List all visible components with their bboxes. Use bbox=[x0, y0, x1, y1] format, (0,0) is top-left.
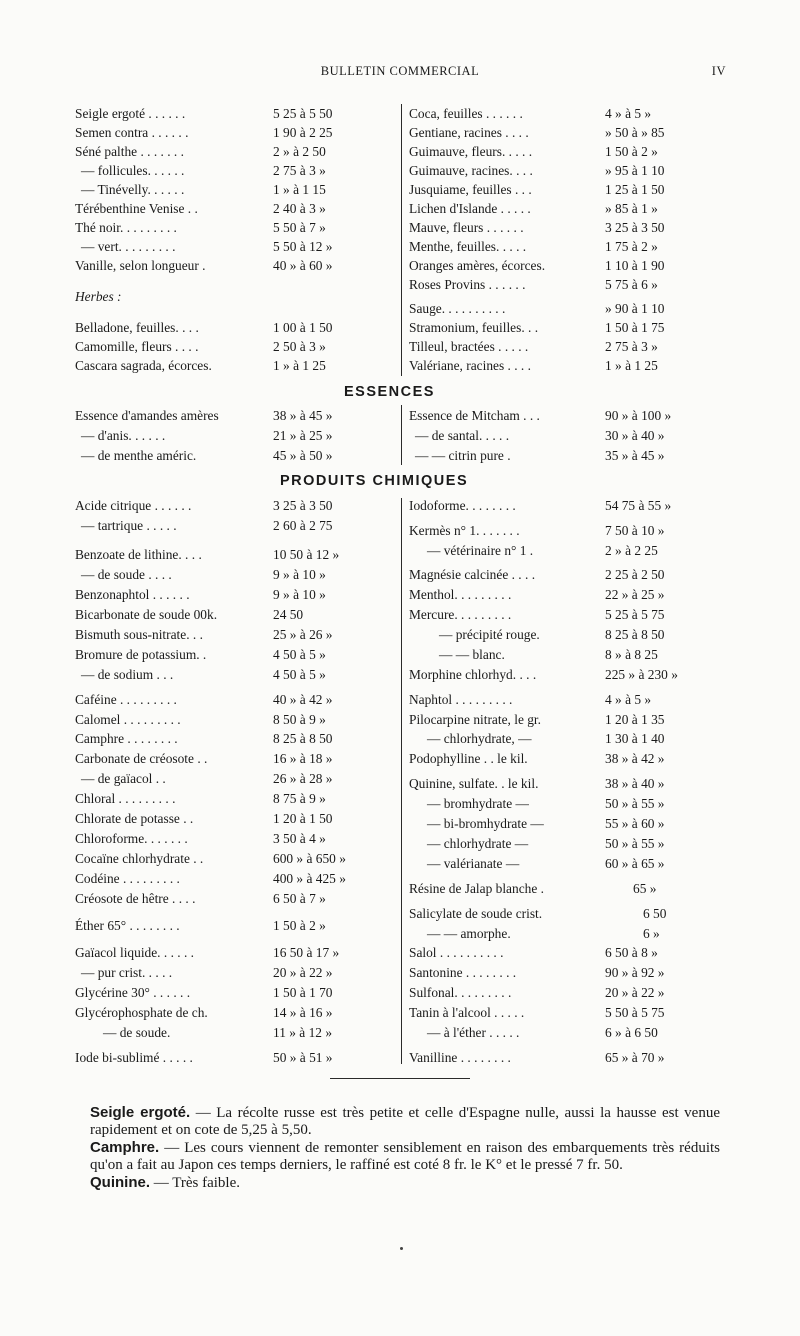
item-price: 225 » à 230 » bbox=[605, 667, 678, 682]
item-price: 10 50 à 12 » bbox=[273, 547, 340, 562]
item-price: 50 » à 55 » bbox=[605, 796, 665, 811]
item-price: » 50 à » 85 bbox=[605, 125, 665, 140]
item-name: Quinine, sulfate. . le kil. bbox=[409, 776, 539, 791]
item-name: — follicules. . . . . . bbox=[81, 163, 185, 178]
table3-right-column bbox=[409, 497, 729, 1065]
item-name: Caféine . . . . . . . . . bbox=[75, 692, 177, 707]
item-name: — — amorphe. bbox=[427, 926, 511, 941]
item-price: 8 25 à 8 50 bbox=[605, 627, 665, 642]
item-name: — de menthe améric. bbox=[81, 448, 197, 463]
item-name: Benzonaphtol . . . . . . bbox=[75, 587, 190, 602]
item-price: 2 60 à 2 75 bbox=[273, 518, 333, 533]
item-name: Naphtol . . . . . . . . . bbox=[409, 692, 513, 707]
item-price: 21 » à 25 » bbox=[273, 428, 333, 443]
item-name: — de soude. bbox=[103, 1025, 171, 1040]
item-price: 7 50 à 10 » bbox=[605, 523, 665, 538]
section-title-essences: ESSENCES bbox=[344, 384, 435, 400]
item-name: Iodoforme. . . . . . . . bbox=[409, 498, 516, 513]
item-name: Gaïacol liquide. . . . . . bbox=[75, 945, 194, 960]
item-price: 2 50 à 3 » bbox=[273, 339, 326, 354]
note-lead: Camphre. bbox=[90, 1139, 160, 1156]
item-name: Kermès n° 1. . . . . . . bbox=[409, 523, 520, 538]
item-name: Chlorate de potasse . . bbox=[75, 811, 194, 826]
item-name: Bromure de potassium. . bbox=[75, 647, 207, 662]
item-name: Essence d'amandes amères bbox=[75, 408, 219, 423]
item-price: 11 » à 12 » bbox=[273, 1025, 333, 1040]
item-price: 6 50 à 8 » bbox=[605, 945, 658, 960]
market-notes bbox=[90, 1104, 720, 1192]
item-name: Cocaïne chlorhydrate . . bbox=[75, 851, 204, 866]
item-name: — bi-bromhydrate — bbox=[427, 816, 544, 831]
item-name: Lichen d'Islande . . . . . bbox=[409, 201, 531, 216]
item-name: Cascara sagrada, écorces. bbox=[75, 358, 212, 373]
item-price: 50 » à 51 » bbox=[273, 1050, 333, 1065]
item-name: — pur crist. . . . . bbox=[81, 965, 173, 980]
item-name: Glycérine 30° . . . . . . bbox=[75, 985, 191, 1000]
item-name: Séné palthe . . . . . . . bbox=[75, 144, 184, 159]
table1-right-column bbox=[409, 105, 729, 377]
item-name: Chloroforme. . . . . . . bbox=[75, 831, 188, 846]
item-name: Camomille, fleurs . . . . bbox=[75, 339, 199, 354]
item-name: — de santal. . . . . bbox=[415, 428, 510, 443]
item-price: 5 50 à 7 » bbox=[273, 220, 326, 235]
item-name: Iode bi-sublimé . . . . . bbox=[75, 1050, 193, 1065]
item-name: Mauve, fleurs . . . . . . bbox=[409, 220, 524, 235]
item-name: — chlorhydrate — bbox=[427, 836, 529, 851]
item-price: 1 » à 1 25 bbox=[273, 358, 326, 373]
item-price: 5 75 à 6 » bbox=[605, 277, 658, 292]
item-name: — vétérinaire n° 1 . bbox=[427, 543, 534, 558]
item-price: 22 » à 25 » bbox=[605, 587, 665, 602]
item-price: 1 25 à 1 50 bbox=[605, 182, 665, 197]
item-price: 1 30 à 1 40 bbox=[605, 731, 665, 746]
item-name: Mercure. . . . . . . . . bbox=[409, 607, 512, 622]
item-price: 4 50 à 5 » bbox=[273, 647, 326, 662]
item-price: 6 50 à 7 » bbox=[273, 891, 326, 906]
item-name: — précipité rouge. bbox=[439, 627, 540, 642]
item-price: 50 » à 55 » bbox=[605, 836, 665, 851]
item-price: 3 25 à 3 50 bbox=[273, 498, 333, 513]
item-price: 5 25 à 5 50 bbox=[273, 106, 333, 121]
item-name: Vanilline . . . . . . . . bbox=[409, 1050, 511, 1065]
item-name: Glycérophosphate de ch. bbox=[75, 1005, 208, 1020]
note-text: — Très faible. bbox=[150, 1175, 240, 1191]
item-price: 26 » à 28 » bbox=[273, 771, 333, 786]
item-price: 45 » à 50 » bbox=[273, 448, 333, 463]
item-price: 1 20 à 1 35 bbox=[605, 712, 665, 727]
column-divider bbox=[401, 498, 402, 1064]
item-price: 54 75 à 55 » bbox=[605, 498, 672, 513]
item-name: Valériane, racines . . . . bbox=[409, 358, 531, 373]
table3-left-column bbox=[75, 497, 395, 1065]
item-price: 25 » à 26 » bbox=[273, 627, 333, 642]
item-price: 90 » à 92 » bbox=[605, 965, 665, 980]
table2-left-column bbox=[75, 407, 395, 467]
item-price: 4 » à 5 » bbox=[605, 106, 652, 121]
item-name: Essence de Mitcham . . . bbox=[409, 408, 540, 423]
item-name: Sulfonal. . . . . . . . . bbox=[409, 985, 512, 1000]
item-price: 16 50 à 17 » bbox=[273, 945, 340, 960]
item-price: 14 » à 16 » bbox=[273, 1005, 333, 1020]
item-name: Menthol. . . . . . . . . bbox=[409, 587, 512, 602]
item-name: Seigle ergoté . . . . . . bbox=[75, 106, 186, 121]
note-text: — Les cours viennent de remonter sensiblement en raison des embarquements très réduits qu'on a fait au Japon ces temps derniers, le raffiné est coté 8 fr. le K° et le pressé 7 fr. 50. bbox=[90, 1140, 720, 1173]
item-name: Vanille, selon longueur . bbox=[75, 258, 206, 273]
item-name: Guimauve, racines. . . . bbox=[409, 163, 533, 178]
item-price: 5 50 à 12 » bbox=[273, 239, 333, 254]
item-price: 38 » à 40 » bbox=[605, 776, 665, 791]
item-price: 9 » à 10 » bbox=[273, 567, 326, 582]
item-name: — — citrin pure . bbox=[415, 448, 511, 463]
section-title-produits-chimiques: PRODUITS CHIMIQUES bbox=[280, 473, 469, 489]
item-name: Menthe, feuilles. . . . . bbox=[409, 239, 527, 254]
item-price: 2 75 à 3 » bbox=[273, 163, 326, 178]
item-price: 4 50 à 5 » bbox=[273, 667, 326, 682]
item-name: Camphre . . . . . . . . bbox=[75, 731, 178, 746]
item-name: Calomel . . . . . . . . . bbox=[75, 712, 181, 727]
column-divider bbox=[401, 405, 402, 465]
item-name: Belladone, feuilles. . . . bbox=[75, 320, 199, 335]
item-name: Salol . . . . . . . . . . bbox=[409, 945, 504, 960]
item-name: Jusquiame, feuilles . . . bbox=[409, 182, 532, 197]
item-name: Créosote de hêtre . . . . bbox=[75, 891, 196, 906]
item-name: Bismuth sous-nitrate. . . bbox=[75, 627, 203, 642]
item-name: Salicylate de soude crist. bbox=[409, 906, 543, 921]
item-name: — tartrique . . . . . bbox=[81, 518, 177, 533]
item-name: Chloral . . . . . . . . . bbox=[75, 791, 176, 806]
item-price: 2 » à 2 50 bbox=[273, 144, 326, 159]
item-price: 3 25 à 3 50 bbox=[605, 220, 665, 235]
item-price: 9 » à 10 » bbox=[273, 587, 326, 602]
item-price: 30 » à 40 » bbox=[605, 428, 665, 443]
print-speck bbox=[400, 1247, 403, 1250]
item-price: » 95 à 1 10 bbox=[605, 163, 665, 178]
item-name: Benzoate de lithine. . . . bbox=[75, 547, 202, 562]
note-text: — La récolte russe est très petite et celle d'Espagne nulle, aussi la hausse est venue rapidement et on cote de 5,25 à 5,50. bbox=[90, 1105, 720, 1138]
item-price: 4 » à 5 » bbox=[605, 692, 652, 707]
item-name: Sauge. . . . . . . . . . bbox=[409, 301, 506, 316]
item-price: 65 » à 70 » bbox=[605, 1050, 665, 1065]
item-name: — de gaïacol . . bbox=[81, 771, 166, 786]
bulletin-title: BULLETIN COMMERCIAL bbox=[320, 64, 480, 78]
item-name: Morphine chlorhyd. . . . bbox=[409, 667, 537, 682]
item-name: Éther 65° . . . . . . . . bbox=[75, 918, 180, 933]
item-name: Santonine . . . . . . . . bbox=[409, 965, 517, 980]
item-price: » 85 à 1 » bbox=[605, 201, 658, 216]
item-price: 1 » à 1 15 bbox=[273, 182, 326, 197]
item-price: 2 25 à 2 50 bbox=[605, 567, 665, 582]
item-price: 6 » à 6 50 bbox=[605, 1025, 658, 1040]
item-price: 6 50 bbox=[643, 906, 667, 921]
item-price: 1 00 à 1 50 bbox=[273, 320, 333, 335]
item-name: — d'anis. . . . . . bbox=[81, 428, 166, 443]
note-paragraph bbox=[90, 1104, 720, 1139]
note-paragraph bbox=[90, 1139, 720, 1174]
item-name: — de soude . . . . bbox=[81, 567, 172, 582]
item-name: Codéine . . . . . . . . . bbox=[75, 871, 180, 886]
subheading: Herbes : bbox=[75, 289, 122, 304]
page-number: IV bbox=[711, 64, 726, 78]
item-name: — chlorhydrate, — bbox=[427, 731, 532, 746]
item-price: 2 75 à 3 » bbox=[605, 339, 658, 354]
note-lead: Seigle ergoté. bbox=[90, 1104, 191, 1121]
item-price: 40 » à 60 » bbox=[273, 258, 333, 273]
item-name: — — blanc. bbox=[439, 647, 505, 662]
item-price: 1 » à 1 25 bbox=[605, 358, 658, 373]
item-price: 24 50 bbox=[273, 607, 304, 622]
item-price: 5 25 à 5 75 bbox=[605, 607, 665, 622]
item-name: — de sodium . . . bbox=[81, 667, 174, 682]
item-price: 20 » à 22 » bbox=[605, 985, 665, 1000]
separator-rule bbox=[330, 1078, 470, 1079]
table1-left-column bbox=[75, 105, 395, 377]
item-price: 35 » à 45 » bbox=[605, 448, 665, 463]
item-price: 16 » à 18 » bbox=[273, 751, 333, 766]
item-name: Bicarbonate de soude 00k. bbox=[75, 607, 218, 622]
item-price: 90 » à 100 » bbox=[605, 408, 672, 423]
item-price: 20 » à 22 » bbox=[273, 965, 333, 980]
item-name: Thé noir. . . . . . . . . bbox=[75, 220, 177, 235]
item-price: 6 » bbox=[643, 926, 660, 941]
item-name: — à l'éther . . . . . bbox=[427, 1025, 520, 1040]
item-price: 55 » à 60 » bbox=[605, 816, 665, 831]
column-divider bbox=[401, 104, 402, 376]
item-price: 1 75 à 2 » bbox=[605, 239, 658, 254]
item-name: Oranges amères, écorces. bbox=[409, 258, 546, 273]
item-price: 3 50 à 4 » bbox=[273, 831, 326, 846]
item-name: — valérianate — bbox=[427, 856, 520, 871]
item-name: Carbonate de créosote . . bbox=[75, 751, 208, 766]
item-price: 1 20 à 1 50 bbox=[273, 811, 333, 826]
item-price: 1 50 à 1 75 bbox=[605, 320, 665, 335]
note-lead: Quinine. bbox=[90, 1174, 150, 1191]
item-price: 600 » à 650 » bbox=[273, 851, 346, 866]
item-name: Podophylline . . le kil. bbox=[409, 751, 528, 766]
table2-right-column bbox=[409, 407, 729, 467]
item-name: Résine de Jalap blanche . bbox=[409, 881, 544, 896]
item-price: 5 50 à 5 75 bbox=[605, 1005, 665, 1020]
item-name: Acide citrique . . . . . . bbox=[75, 498, 192, 513]
item-name: Stramonium, feuilles. . . bbox=[409, 320, 539, 335]
item-price: 2 » à 2 25 bbox=[605, 543, 658, 558]
item-price: 60 » à 65 » bbox=[605, 856, 665, 871]
item-name: Guimauve, fleurs. . . . . bbox=[409, 144, 533, 159]
item-price: 1 10 à 1 90 bbox=[605, 258, 665, 273]
item-name: Térébenthine Venise . . bbox=[75, 201, 198, 216]
item-name: — bromhydrate — bbox=[427, 796, 529, 811]
item-name: Pilocarpine nitrate, le gr. bbox=[409, 712, 542, 727]
item-name: Tanin à l'alcool . . . . . bbox=[409, 1005, 525, 1020]
item-price: 8 50 à 9 » bbox=[273, 712, 326, 727]
item-price: 8 75 à 9 » bbox=[273, 791, 326, 806]
item-price: 8 » à 8 25 bbox=[605, 647, 658, 662]
page-header bbox=[74, 64, 726, 82]
item-name: — Tinévelly. . . . . . bbox=[81, 182, 185, 197]
item-name: Semen contra . . . . . . bbox=[75, 125, 189, 140]
note-paragraph bbox=[90, 1174, 720, 1192]
item-price: 2 40 à 3 » bbox=[273, 201, 326, 216]
item-price: 1 50 à 2 » bbox=[273, 918, 326, 933]
item-price: 38 » à 45 » bbox=[273, 408, 333, 423]
item-price: 400 » à 425 » bbox=[273, 871, 346, 886]
item-name: Gentiane, racines . . . . bbox=[409, 125, 529, 140]
item-price: 38 » à 42 » bbox=[605, 751, 665, 766]
item-price: 40 » à 42 » bbox=[273, 692, 333, 707]
item-name: Coca, feuilles . . . . . . bbox=[409, 106, 523, 121]
item-price: 1 50 à 1 70 bbox=[273, 985, 333, 1000]
item-price: 1 90 à 2 25 bbox=[273, 125, 333, 140]
item-name: Tilleul, bractées . . . . . bbox=[409, 339, 529, 354]
item-price: 8 25 à 8 50 bbox=[273, 731, 333, 746]
item-price: 1 50 à 2 » bbox=[605, 144, 658, 159]
item-price: 65 » bbox=[633, 881, 657, 896]
item-price: » 90 à 1 10 bbox=[605, 301, 665, 316]
item-name: Roses Provins . . . . . . bbox=[409, 277, 526, 292]
item-name: Magnésie calcinée . . . . bbox=[409, 567, 536, 582]
item-name: — vert. . . . . . . . . bbox=[81, 239, 176, 254]
